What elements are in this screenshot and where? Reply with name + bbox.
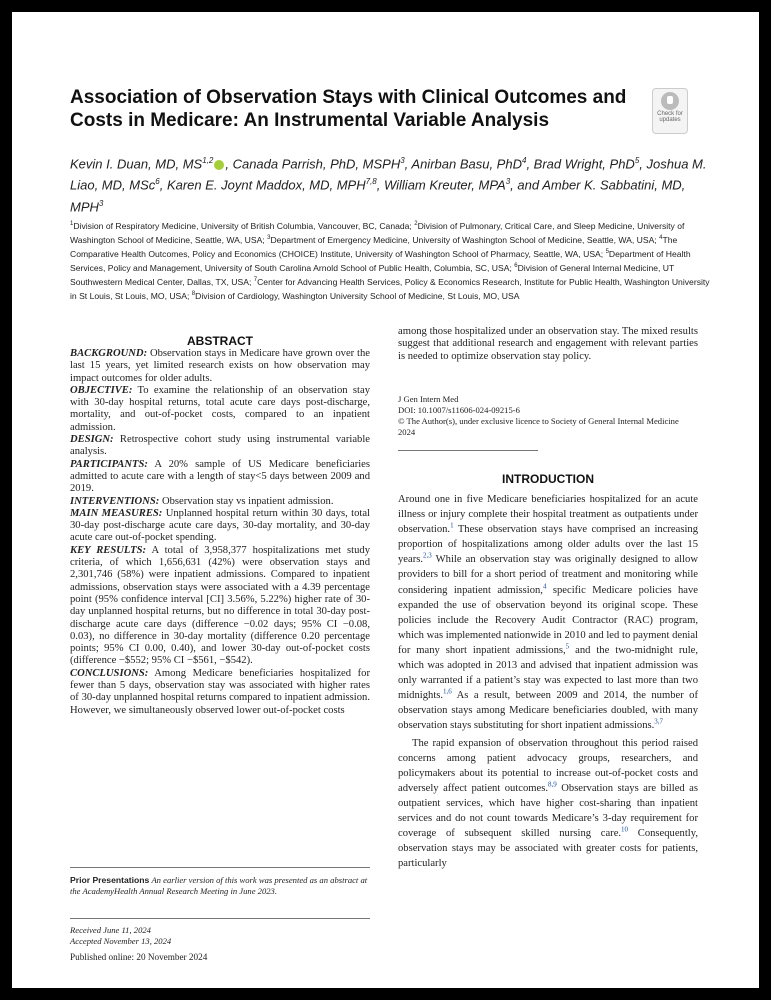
journal-info [398,394,698,438]
affil-number: 2 [414,221,418,227]
abstract-body [70,348,370,717]
intro-text: As a result, between 2009 and 2014, the number of observation stays among Medicare beneficiaries doubled, with many observation stays substituting for short inpatient admissions. [398,690,698,732]
affil-number: 7 [253,277,258,284]
affil-text: Division of General Internal Medicine, UT Southwestern Medical Center, Dallas, TX, USA; [70,263,675,288]
prior-text: An earlier version of this work was presented as an abstract at the AcademyHealth Annual Research Meeting in June 2023. [70,875,368,896]
affil-number: 3 [267,235,271,242]
article-page [12,12,759,988]
abstract-heading: ABSTRACT [187,334,253,348]
author-affil: 6 [155,177,160,187]
affil-text: Department of Emergency Medicine, University of Washington School of Medicine, Seattle, WA, USA; [270,234,657,245]
citation-link[interactable]: 4 [542,582,547,591]
journal-doi[interactable]: DOI: 10.1007/s11606-024-09215-6 [398,405,520,415]
author-name: Joshua M. Liao, MD, MSc [70,156,707,193]
author-name: Canada Parrish, PhD, MSPH [232,156,401,172]
author-name: Kevin I. Duan, MD, MS [70,156,203,172]
section-label: PARTICIPANTS: [70,458,148,470]
author-name: Brad Wright, PhD [533,156,635,172]
section-label: OBJECTIVE: [70,384,133,396]
citation-link[interactable]: 2,3 [423,551,432,560]
section-label: INTERVENTIONS: [70,495,160,507]
author-affil: 3 [400,156,405,165]
section-label: BACKGROUND: [70,348,148,359]
journal-divider [398,450,538,451]
intro-text: and the two-midnight rule, which was adopted in 2013 and advised that inpatient admission was only warranted if a patient’s stay was expected to last more than two midnights. [398,644,698,702]
author-affil: 4 [521,156,527,165]
affil-text: Division of Cardiology, Washington University School of Medicine, St Louis, MO, USA [195,291,520,302]
badge-line-1: Check for [657,111,683,117]
abstract-measures [70,508,370,545]
affil-text: The Comparative Health Outcomes, Policy and Economics (CHOICE) Institute, University of Washington School of Pharmacy, Seattle, WA, USA; [70,234,678,259]
introduction-body [398,492,698,871]
intro-text: The rapid expansion of observation throughout this period raised concerns among patient advocacy groups, researchers, and policymakers about its potential to increase out-of-pocket costs and adversely affect patient outcomes. [398,737,698,794]
journal-copyright: © The Author(s), under exclusive licence to Society of General Internal Medicine 2024 [398,416,679,437]
author-name: Amber K. Sabbatini, MD, MPH [70,177,686,214]
intro-text: Around one in five Medicare beneficiaries hospitalized for an acute illness or injury complete their hospital treatment as outpatients under observation. [398,494,698,536]
author-name: William Kreuter, MPA [383,177,506,193]
intro-text: Consequently, observation stays may be associated with greater costs for patients, particularly [398,828,698,870]
affil-text: Center for Advancing Health Services, Policy & Economics Research, Institute for Public Health, Washington University in St Louis, St Louis, MO, USA; [70,277,710,302]
abstract-objective [70,385,370,434]
citation-link[interactable]: 10 [621,825,629,834]
citation-link[interactable]: 1,6 [443,687,452,696]
section-text: Among Medicare beneficiaries hospitalized for fewer than 5 days, observation stay was associated with higher rates of 30-day unplanned hospital returns compared to inpatient admission. However, we simultaneously observed lower out-of-pocket costs [70,667,370,716]
author-name: Karen E. Joynt Maddox, MD, MPH [166,177,366,193]
author-name: Anirban Basu, PhD [411,156,522,172]
intro-text: Observation stays are billed as outpatient services, which have higher cost-sharing than inpatient services and do not count towards Medicare’s 3-day requirement for coverage of subsequent skilled nursing care. [398,782,698,840]
affil-number: 8 [191,291,196,298]
author-affil: 7,8 [365,177,377,187]
section-label: CONCLUSIONS: [70,667,149,679]
affil-text: Department of Health Services, Policy and Management, University of South Carolina Arnold School of Public Health, Columbia, SC, USA; [70,248,691,274]
citation-link[interactable]: 8,9 [548,780,557,789]
intro-paragraph-2 [398,736,698,872]
intro-text: specific Medicare policies have expanded the use of observation beyond its original scope. These policies include the Recovery Audit Contractor (RAC) program, which was implemented nationwide in 2010 and led to payment denial for many short inpatient admissions, [398,584,699,656]
section-text: Observation stay vs inpatient admission. [161,495,334,507]
author-affil: 5 [634,156,640,165]
article-title: Association of Observation Stays with Clinical Outcomes and Costs in Medicare: An Instrumental Variable Analysis [70,87,627,131]
received-dates [70,925,370,947]
abstract-results [70,545,370,668]
affil-text: Division of Respiratory Medicine, University of British Columbia, Vancouver, BC, Canada; [73,220,412,231]
section-label: KEY RESULTS: [70,544,147,556]
check-for-updates-badge[interactable] [652,88,688,134]
introduction-heading: INTRODUCTION [502,472,594,486]
affil-text: Division of Pulmonary, Critical Care, and Sleep Medicine, University of Washington School of Medicine, Seattle, WA, USA; [70,220,685,245]
journal-name: J Gen Intern Med [398,394,459,404]
abstract-design [70,434,370,459]
intro-text: These observation stays have comprised an increasing proportion of hospitalizations among older adults over the last 15 years. [398,524,698,566]
received-date: Received June 11, 2024 [70,925,151,935]
author-list: Kevin I. Duan, MD, MS$^{1,2}$ , Canada Parrish, PhD, MSPH$^3$, Anirban Basu, PhD$^4$, Brad Wright, PhD$^5$, Joshua M. Liao, MD, MSc$^6$, Karen E. Joynt Maddox, MD, MPH$^{7,8}$, William Kreuter, MPA$^3$, and Amber K. Sabbatini, MD, MPH$^3$ [70,156,707,214]
accepted-date: Accepted November 13, 2024 [70,936,172,946]
abstract-participants [70,459,370,496]
section-text: To examine the relationship of an observation stay with 30-day hospital returns, total acute care days post-discharge, mortality, and out-of-pocket costs, compared to an inpatient admission. [70,384,370,433]
abstract-continued: among those hospitalized under an observation stay. The mixed results suggest that additional research and engagement with relevant parties is needed to optimize observation stay policy. [398,326,698,362]
affiliations [70,218,710,302]
intro-paragraph-1 [398,492,698,734]
citation-link[interactable]: 5 [565,642,570,651]
affil-number: 6 [514,263,518,270]
footnote-divider [70,867,370,868]
bookmark-icon [661,92,679,110]
section-text: Retrospective cohort study using instrumental variable analysis. [70,434,370,458]
orcid-icon[interactable] [214,160,224,170]
section-text: A total of 3,958,377 hospitalizations met study criteria, of which 1,656,631 (42%) were observation stays and 2,301,746 (58%) were inpatient admissions. Compared to inpatient admissions, observation stays were associated with a 4.39 percentage point (95% confidence interval [CI] 3.56%, 5.22%) higher rate of 30-day unplanned hospital returns, but no difference in total 30-day post-discharge acute care days (difference −0.02 days; 95% CI −0.08, 0.03), no difference in 30-day mortality (difference 0.20 percentage points; 95% CI 0.00, 0.40), and lower 30-day out-of-pocket costs (difference −$552; 95% CI −$561, −$542). [70,544,371,667]
affil-number: 5 [605,249,609,256]
author-affil: 1,2 [202,156,214,165]
author-affil: 3 [98,198,104,208]
citation-link[interactable]: 1 [450,521,454,530]
section-text: Observation stays in Medicare have grown over the last 15 years, yet limited research exists on how observation may impact outcomes for older adults. [70,348,370,384]
section-text: Unplanned hospital return within 30 days, total 30-day post-discharge acute care days, 30-day mortality, and 30-day acute care out-of-pocket spending. [70,507,370,544]
abstract-interventions [70,496,370,508]
abstract-background [70,348,370,385]
citation-link[interactable]: 3,7 [654,717,664,726]
section-label: MAIN MEASURES: [70,507,163,519]
intro-text: While an observation stay was originally designed to allow providers to bill for a short period of treatment and monitoring while considering inpatient admission, [398,554,698,596]
author-affil: 3 [505,177,511,187]
affil-number: 1 [70,221,74,227]
dates-divider [70,918,370,919]
abstract-conclusions [70,668,370,717]
section-text: A 20% sample of US Medicare beneficiaries admitted to acute care with a length of stay<5 days between 2009 and 2019. [70,458,370,495]
published-date: Published online: 20 November 2024 [70,952,208,962]
affil-number: 4 [659,235,663,242]
prior-presentations [70,875,370,897]
section-label: DESIGN: [70,434,114,446]
badge-line-2: updates [659,117,681,123]
prior-label: Prior Presentations [70,875,150,885]
